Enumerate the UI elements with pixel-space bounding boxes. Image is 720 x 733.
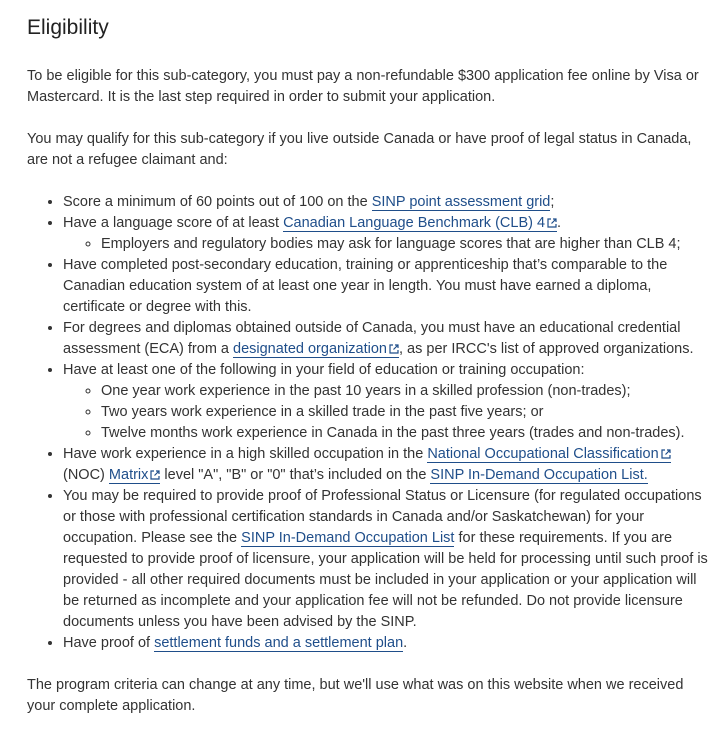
list-item: • Have proof of settlement funds and a settlement plan. bbox=[63, 633, 708, 654]
list-item: • Have completed post-secondary education, training or apprenticeship that’s comparable to the Canadian education system of at least one year in length. You must have earned a diploma, certificate or degree with this. bbox=[63, 255, 708, 318]
designated-organization-link[interactable]: designated organization bbox=[233, 341, 399, 358]
qualify-paragraph: You may qualify for this sub-category if you live outside Canada or have proof of legal status in Canada, are not a refugee claimant and: bbox=[27, 131, 692, 168]
matrix-link[interactable]: Matrix bbox=[109, 467, 160, 484]
list-item: • For degrees and diplomas obtained outside of Canada, you must have an educational credential assessment (ECA) from a designated organization , as per IRCC's list of approved organizations. bbox=[63, 318, 708, 360]
sub-list-item: ◦ One year work experience in the past 10 years in a skilled profession (non-trades); bbox=[101, 381, 708, 402]
in-demand-list-link[interactable]: SINP In-Demand Occupation List. bbox=[430, 467, 648, 483]
sinp-grid-link[interactable]: SINP point assessment grid bbox=[371, 194, 551, 210]
external-link-icon bbox=[547, 218, 557, 228]
clb-link[interactable]: Canadian Language Benchmark (CLB) 4 bbox=[283, 215, 557, 232]
sub-list bbox=[63, 234, 708, 255]
criteria-paragraph: The program criteria can change at any time, but we'll use what was on this website when we received your complete application. bbox=[27, 677, 684, 714]
list-item: • Score a minimum of 60 points out of 100 on the SINP point assessment grid; bbox=[63, 192, 708, 213]
list-item: • You may be required to provide proof of Professional Status or Licensure (for regulated occupations or those with professional certification standards in Canada and/or Saskatchewan) for your occupation. Please see the SINP In-Demand Occupation List for these requirements. If you are requested to provide proof of licensure, your application will be held for processing until such proof is provided - all other required documents must be included in your application or your application will be returned as incomplete and your application fee will not be refunded. Do not provide licensure documents unless you have been advised by the SINP. bbox=[63, 486, 708, 633]
requirements-list bbox=[27, 192, 708, 654]
list-item: • Have at least one of the following in your field of education or training occupation: ◦ One year work experience in the past 10 years in a skilled profession (non-trades); ◦ Two years work experience in a skilled trade in the past five years; or ◦ Twelve months work experience in Canada in the past three years (trades and non-trades). bbox=[63, 360, 708, 444]
list-item: • Have a language score of at least Canadian Language Benchmark (CLB) 4 . ◦ Employers and regulatory bodies may ask for language scores that are higher than CLB 4; bbox=[63, 213, 708, 255]
external-link-icon bbox=[661, 449, 671, 459]
external-link-icon bbox=[150, 470, 160, 480]
in-demand-list-link-2[interactable]: SINP In-Demand Occupation List bbox=[241, 530, 455, 546]
noc-link[interactable]: National Occupational Classification bbox=[427, 446, 670, 463]
settlement-funds-link[interactable]: settlement funds and a settlement plan bbox=[154, 635, 404, 651]
sub-list bbox=[63, 381, 708, 444]
sub-list-item: ◦ Twelve months work experience in Canada in the past three years (trades and non-trades). bbox=[101, 423, 708, 444]
section-heading: Eligibility bbox=[27, 16, 109, 39]
list-item: • Have work experience in a high skilled occupation in the National Occupational Classification (NOC) Matrix level "A", "B" or "0" that’s included on the SINP In-Demand Occupation List. bbox=[63, 444, 708, 486]
external-link-icon bbox=[389, 344, 399, 354]
fee-paragraph: To be eligible for this sub-category, you must pay a non-refundable $300 application fee online by Visa or Mastercard. It is the last step required in order to submit your application. bbox=[27, 68, 699, 105]
sub-list-item: ◦ Employers and regulatory bodies may ask for language scores that are higher than CLB 4; bbox=[101, 234, 708, 255]
sub-list-item: ◦ Two years work experience in a skilled trade in the past five years; or bbox=[101, 402, 708, 423]
